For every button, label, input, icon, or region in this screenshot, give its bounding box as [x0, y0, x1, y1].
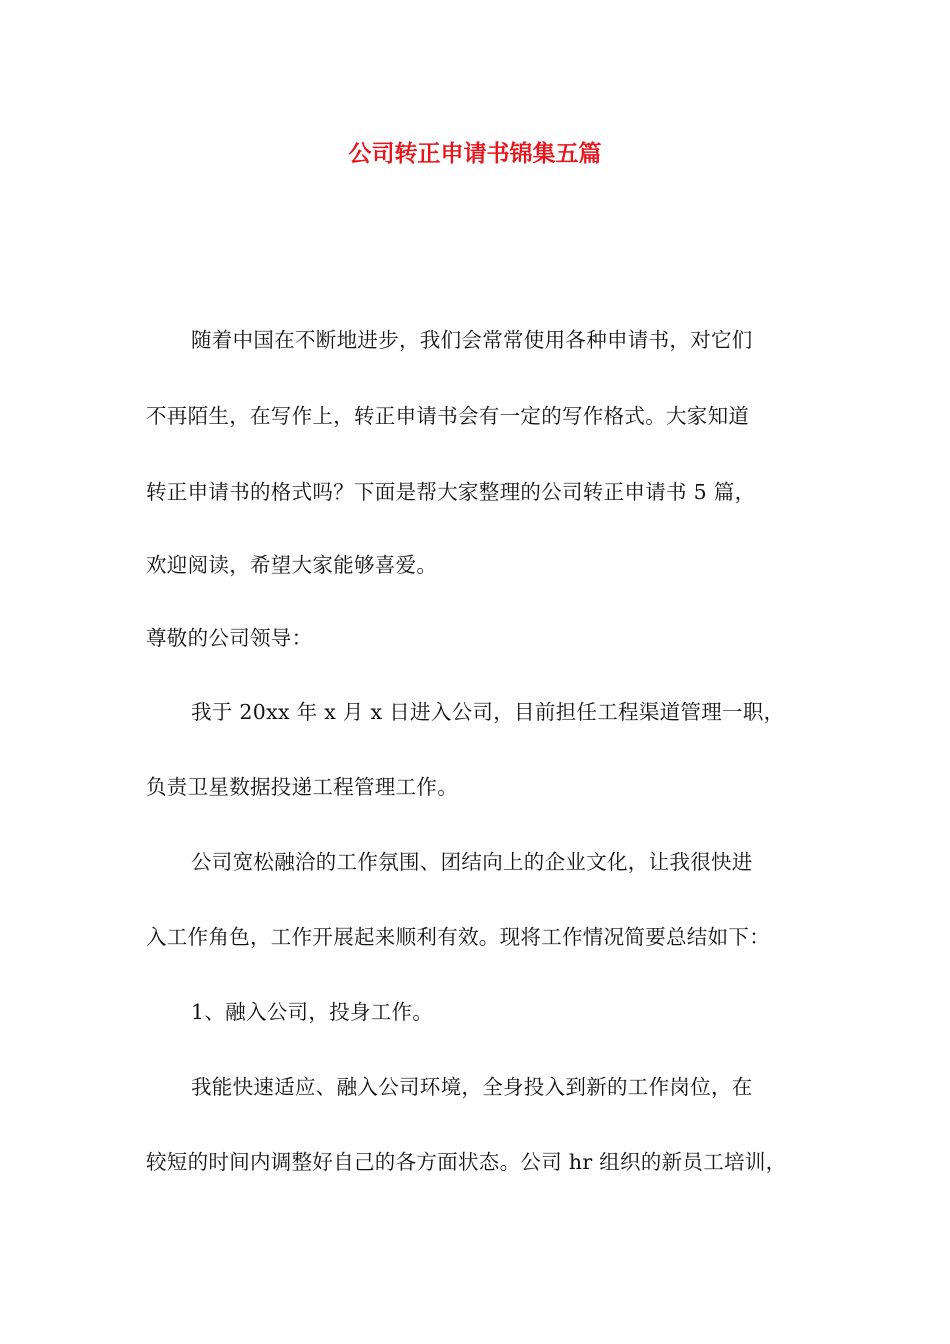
paragraph-line: 随着中国在不断地进步，我们会常常使用各种申请书，对它们: [191, 328, 753, 352]
paragraph-line: 转正申请书的格式吗？下面是帮大家整理的公司转正申请书 5 篇，: [146, 480, 756, 504]
section-heading: 1、融入公司，投身工作。: [191, 1000, 434, 1024]
paragraph-line: 较短的时间内调整好自己的各方面状态。公司 hr 组织的新员工培训，: [146, 1150, 787, 1174]
paragraph-line: 我于 20xx 年 x 月 x 日进入公司，目前担任工程渠道管理一职，: [191, 700, 785, 724]
paragraph-line: 欢迎阅读，希望大家能够喜爱。: [146, 553, 438, 577]
document-title: 公司转正申请书锦集五篇: [348, 141, 602, 167]
paragraph-line: 我能快速适应、融入公司环境，全身投入到新的工作岗位，在: [191, 1075, 753, 1099]
paragraph-line: 入工作角色，工作开展起来顺利有效。现将工作情况简要总结如下：: [146, 925, 770, 949]
paragraph-line: 不再陌生，在写作上，转正申请书会有一定的写作格式。大家知道: [146, 404, 750, 428]
paragraph-line: 负责卫星数据投递工程管理工作。: [146, 775, 458, 799]
salutation: 尊敬的公司领导：: [146, 626, 313, 650]
paragraph-line: 公司宽松融洽的工作氛围、团结向上的企业文化，让我很快进: [191, 850, 753, 874]
